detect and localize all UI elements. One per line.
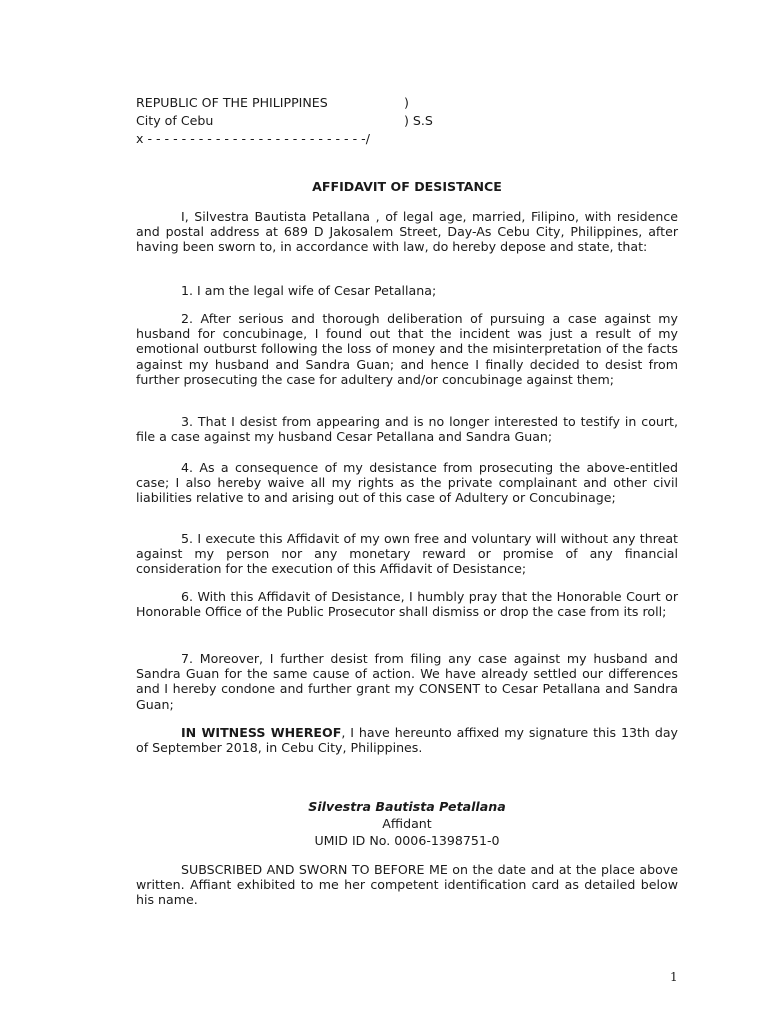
paragraph-1-block [136, 283, 678, 298]
paragraph-1: 1. I am the legal wife of Cesar Petallana; [181, 283, 437, 298]
republic-label: REPUBLIC OF THE PHILIPPINES [136, 95, 328, 110]
paragraph-3-block [136, 414, 678, 444]
affiant-role: Affidant [382, 816, 432, 831]
subscribed-paragraph: SUBSCRIBED AND SWORN TO BEFORE ME on the date and at the place above written. Affiant exhibited to me her competent identification card as detailed below his name. [136, 862, 678, 908]
paragraph-4: 4. As a consequence of my desistance from prosecuting the above-entitled case; I also hereby waive all my rights as the private complainant and other civil liabilities relative to and arising out of this case of Adultery or Concubinage; [136, 460, 678, 506]
paragraph-5: 5. I execute this Affidavit of my own free and voluntary will without any threat against my person nor any monetary reward or promise of any financial consideration for the execution of this Affidavit of Desistance; [136, 531, 678, 577]
document-title: AFFIDAVIT OF DESISTANCE [312, 179, 502, 194]
caption-divider [136, 130, 556, 148]
case-caption [136, 94, 556, 148]
page-number: 1 [670, 970, 678, 984]
intro-paragraph: I, Silvestra Bautista Petallana , of legal age, married, Filipino, with residence and postal address at 689 D Jakosalem Street, Day-As Cebu City, Philippines, after having been sworn to, in accordance with law, do hereby depose and state, that: [136, 209, 678, 255]
intro-paragraph-block [136, 209, 678, 255]
caption-row-city [136, 112, 556, 130]
republic-paren: ) [404, 95, 409, 110]
witness-paragraph [136, 725, 678, 755]
paragraph-7: 7. Moreover, I further desist from filing any case against my husband and Sandra Guan for the same cause of action. We have already settled our differences and I hereby condone and further grant my CONSENT to Cesar Petallana and Sandra Guan; [136, 651, 678, 712]
paragraph-3: 3. That I desist from appearing and is no longer interested to testify in court, file a case against my husband Cesar Petallana and Sandra Guan; [136, 414, 678, 445]
paragraph-2-block [136, 311, 678, 387]
affiant-name: Silvestra Bautista Petallana [308, 799, 506, 814]
witness-rest: , I have hereunto affixed my signature this 13th day of September 2018, in Cebu City, Philippines. [136, 725, 678, 756]
paragraph-6: 6. With this Affidavit of Desistance, I humbly pray that the Honorable Court or Honorable Office of the Public Prosecutor shall dismiss or drop the case from its roll; [136, 589, 678, 620]
city-label: City of Cebu [136, 113, 214, 128]
signature-block [136, 798, 678, 849]
paragraph-4-block [136, 460, 678, 506]
paragraph-7-block [136, 651, 678, 712]
subscribed-paragraph-block [136, 862, 678, 908]
witness-lead: IN WITNESS WHEREOF [181, 725, 342, 740]
city-paren: ) S.S [404, 113, 433, 128]
paragraph-5-block [136, 531, 678, 577]
caption-divider-text: x - - - - - - - - - - - - - - - - - - - - - - - - - -/ [136, 131, 370, 146]
paragraph-6-block [136, 589, 678, 619]
paragraph-2: 2. After serious and thorough deliberation of pursuing a case against my husband for concubinage, I found out that the incident was just a result of my emotional outburst following the loss of money and the misinterpretation of the facts against my husband and Sandra Guan; and hence I finally decided to desist from further prosecuting the case for adultery and/or concubinage against them; [136, 311, 678, 387]
witness-paragraph-block [136, 725, 678, 755]
affiant-id: UMID ID No. 0006-1398751-0 [314, 833, 500, 848]
caption-row-republic [136, 94, 556, 112]
